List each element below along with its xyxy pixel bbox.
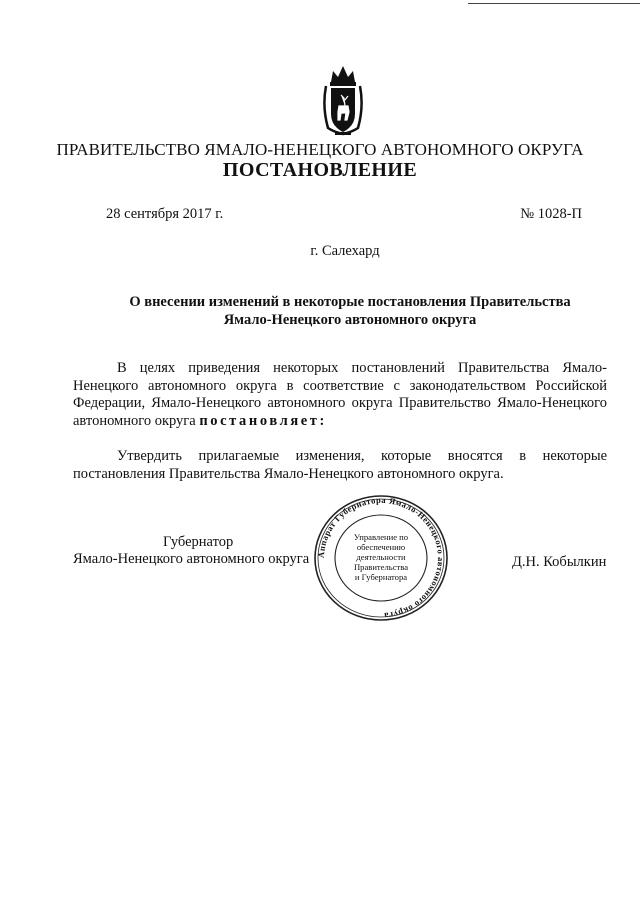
government-name: ПРАВИТЕЛЬСТВО ЯМАЛО-НЕНЕЦКОГО АВТОНОМНОГО ОКРУГА [56, 140, 584, 159]
document-number: № 1028-П [520, 206, 582, 222]
coat-of-arms-icon [318, 62, 368, 138]
signatory-title: Губернатор [163, 534, 234, 550]
seal-line-4: Правительства [353, 562, 409, 572]
seal-line-3: деятельности [356, 552, 406, 562]
document-type: ПОСТАНОВЛЕНИЕ [222, 159, 418, 181]
paragraph-1-text: В целях приведения некоторых постановлений Правительства Ямало-Ненецкого автономного округа в соответствие с законодательством Российской Федерации, Ямало-Ненецкого автономного округа Правительство Ямало-Ненецкого автономного округа [73, 360, 607, 429]
subject-line-1: О внесении изменений в некоторые постановления Правительства [129, 294, 571, 310]
signatory-name: Д.Н. Кобылкин [512, 554, 607, 570]
scan-edge-line [468, 3, 640, 4]
document-date: 28 сентября 2017 г. [106, 206, 224, 222]
seal-line-5: и Губернатора [354, 572, 408, 582]
seal-line-1: Управление по [353, 532, 409, 542]
document-city: г. Салехард [310, 243, 380, 259]
signatory-organization: Ямало-Ненецкого автономного округа [73, 551, 310, 567]
seal-line-2: обеспечению [356, 542, 406, 552]
body-paragraph-1 [73, 360, 607, 430]
decree-word: постановляет: [199, 412, 327, 429]
document-subject [95, 293, 605, 329]
body-paragraph-2: Утвердить прилагаемые изменения, которые вносятся в некоторые постановления Правительства Ямало-Ненецкого автономного округа. [73, 448, 607, 482]
official-seal [312, 493, 450, 623]
seal-outer-text: Аппарат Губернатора Ямало-Ненецкого автономного округа [315, 494, 447, 621]
subject-line-2: Ямало-Ненецкого автономного округа [223, 312, 477, 328]
